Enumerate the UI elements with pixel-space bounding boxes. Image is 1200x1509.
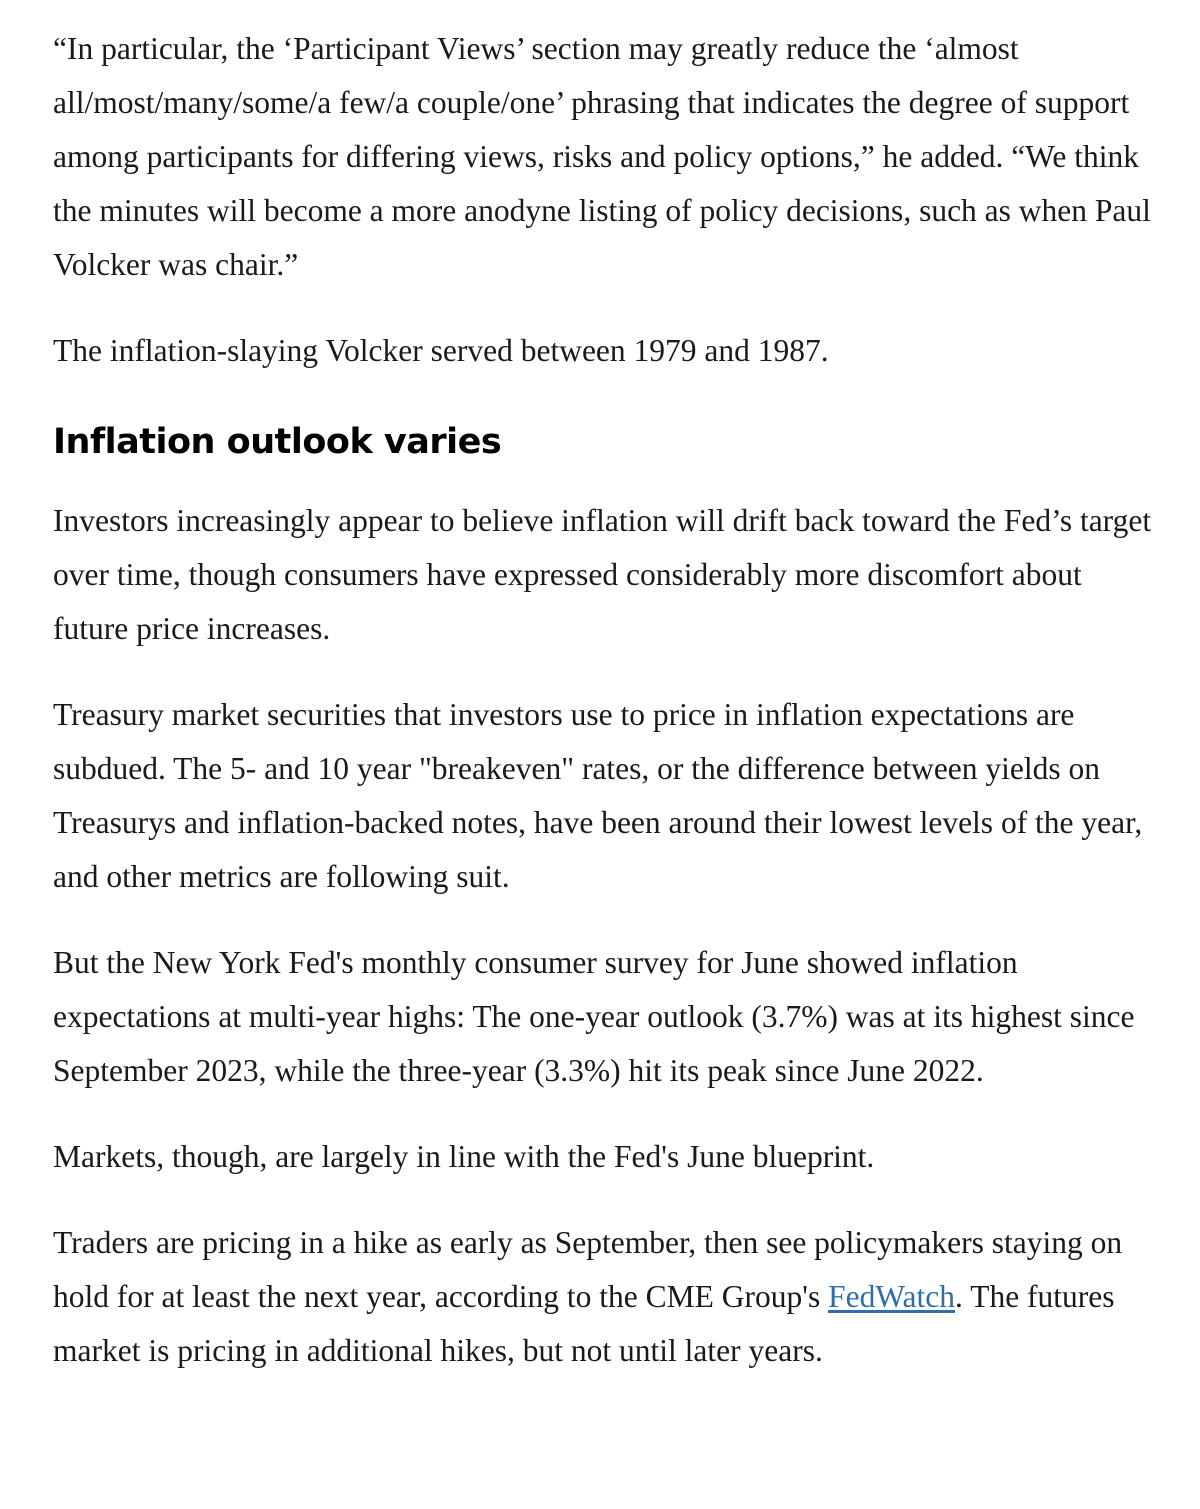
fedwatch-link[interactable]: FedWatch — [828, 1279, 956, 1314]
section-heading: Inflation outlook varies — [53, 422, 502, 462]
volcker-paragraph: The inflation-slaying Volcker served between 1979 and 1987. — [53, 333, 829, 368]
traders-text-before-link: Traders are pricing in a hike as early as September, then see policymakers staying on hold for at least the next year, according to the CME Group's — [53, 1225, 1123, 1314]
investors-paragraph: Investors increasingly appear to believe inflation will drift back toward the Fed’s target over time, though consumers have expressed considerably more discomfort about future price increases. — [53, 503, 1152, 646]
treasury-paragraph: Treasury market securities that investors use to price in inflation expectations are subdued. The 5- and 10 year "breakeven" rates, or the difference between yields on Treasurys and inflation-backed notes, have been around their lowest levels of the year, and other metrics are following suit. — [53, 697, 1143, 894]
quote-paragraph: “In particular, the ‘Participant Views’ section may greatly reduce the ‘almost all/most/many/some/a few/a couple/one’ phrasing that indicates the degree of support among participants for differing views, risks and policy options,” he added. “We think the minutes will become a more anodyne listing of policy decisions, such as when Paul Volcker was chair.” — [53, 31, 1151, 282]
traders-paragraph — [53, 1216, 1163, 1378]
traders-text-after-link: . The futures market is pricing in additional hikes, but not until later years. — [53, 1279, 1115, 1368]
article-body — [53, 22, 1163, 1410]
consumer-survey-paragraph: But the New York Fed's monthly consumer survey for June showed inflation expectations at multi-year highs: The one-year outlook (3.7%) was at its highest since September 2023, while the three-year (3.3%) hit its peak since June 2022. — [53, 945, 1135, 1088]
markets-paragraph: Markets, though, are largely in line with the Fed's June blueprint. — [53, 1139, 875, 1174]
